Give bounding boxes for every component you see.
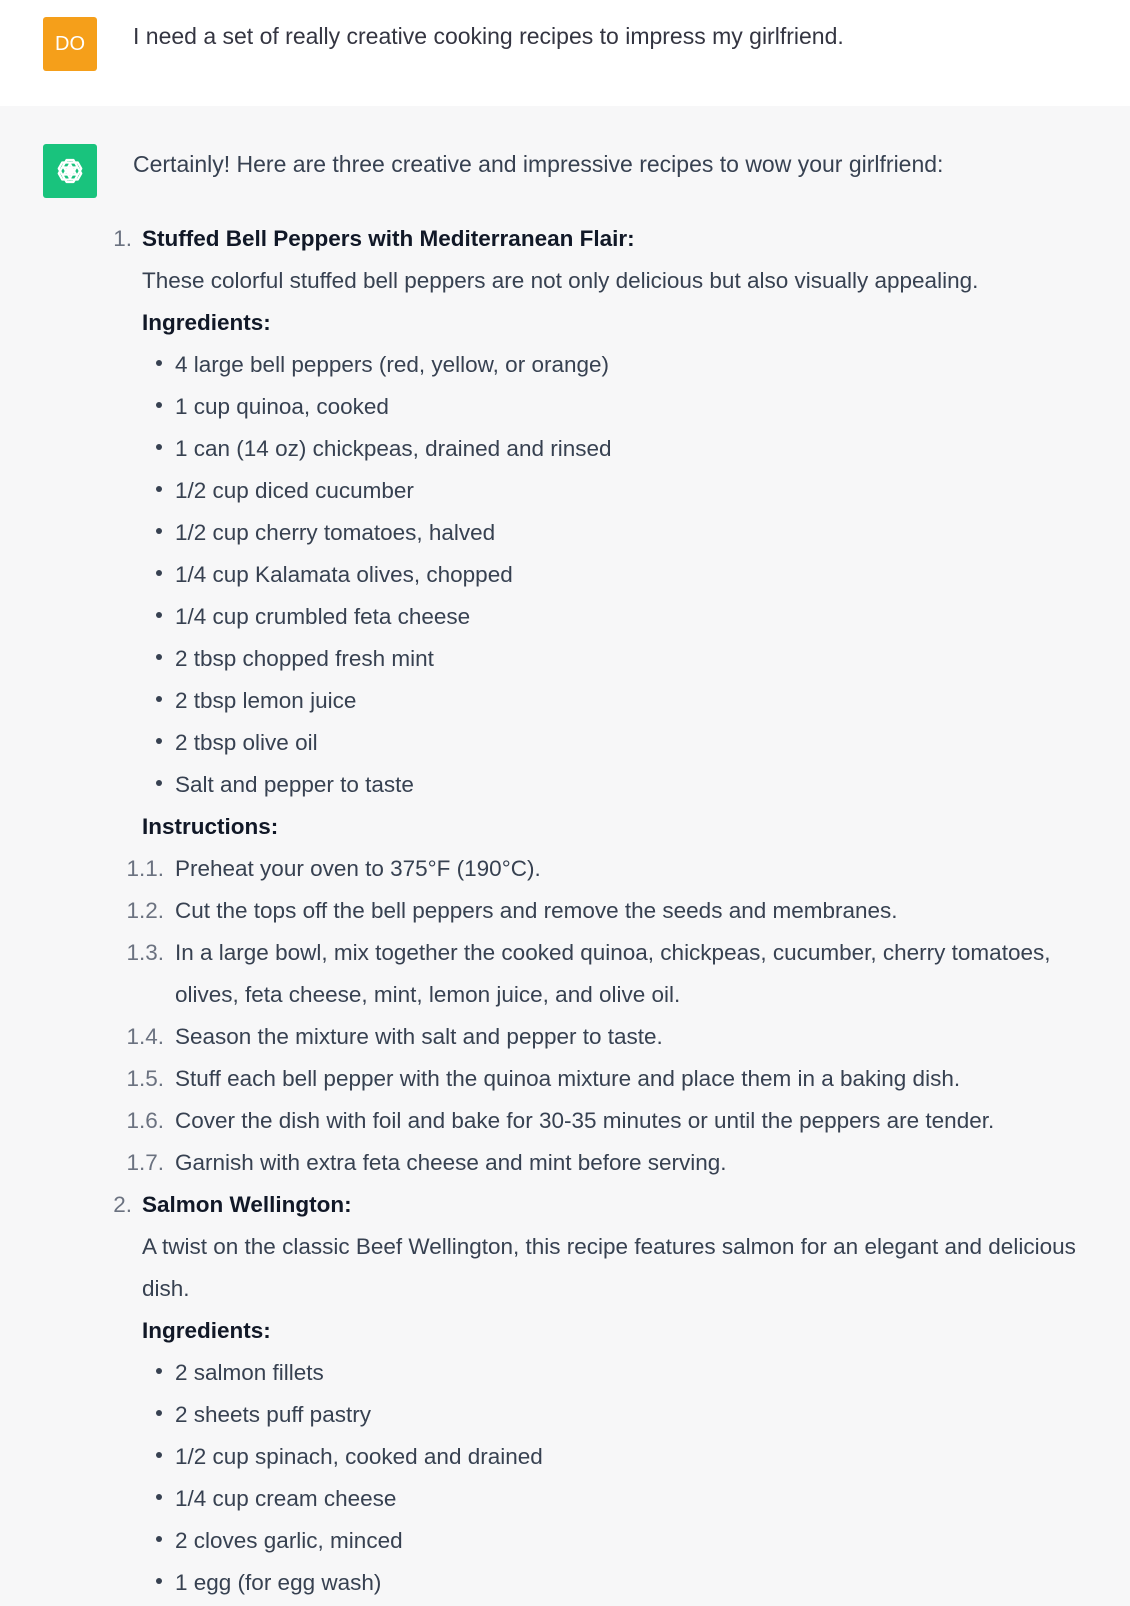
ingredient-item: 1 can (14 oz) chickpeas, drained and rinsed <box>0 428 1130 470</box>
recipe-title: Stuffed Bell Peppers with Mediterranean Flair: <box>142 226 635 251</box>
ingredient-item: 1/2 cup diced cucumber <box>0 470 1130 512</box>
step-number: 1.6. <box>126 1108 164 1133</box>
ingredient-item: 1 egg (for egg wash) <box>0 1562 1130 1604</box>
ingredient-item: 2 salmon fillets <box>0 1352 1130 1394</box>
assistant-intro: Certainly! Here are three creative and impressive recipes to wow your girlfriend: <box>133 151 944 177</box>
ingredients-label: Ingredients: <box>142 1318 271 1343</box>
recipe-title: Salmon Wellington: <box>142 1192 352 1217</box>
recipe-number: 1. <box>113 226 132 251</box>
ingredient-item: 2 sheets puff pastry <box>0 1394 1130 1436</box>
step-text: Garnish with extra feta cheese and mint before serving. <box>175 1150 727 1175</box>
step-text: Stuff each bell pepper with the quinoa mixture and place them in a baking dish. <box>175 1066 961 1091</box>
assistant-message-row <box>0 106 1130 1606</box>
recipe-heading <box>0 218 1130 260</box>
ingredient-item: 4 large bell peppers (red, yellow, or orange) <box>0 344 1130 386</box>
step-text: Cover the dish with foil and bake for 30-35 minutes or until the peppers are tender. <box>175 1108 995 1133</box>
instruction-step <box>0 848 1130 890</box>
ingredient-item: 2 tbsp olive oil <box>0 722 1130 764</box>
ingredient-item: 2 tbsp lemon juice <box>0 680 1130 722</box>
step-number: 1.5. <box>126 1066 164 1091</box>
ingredient-item: 1/2 cup cherry tomatoes, halved <box>0 512 1130 554</box>
ingredient-list <box>0 1352 1130 1604</box>
step-number: 1.2. <box>126 898 164 923</box>
recipe-description: A twist on the classic Beef Wellington, this recipe features salmon for an elegant and delicious dish. <box>142 1234 1076 1301</box>
ingredient-item: 1/4 cup crumbled feta cheese <box>0 596 1130 638</box>
instruction-step <box>0 890 1130 932</box>
recipe-list <box>0 218 1130 1604</box>
instruction-list <box>0 848 1130 1184</box>
instruction-step <box>0 1100 1130 1142</box>
step-text: Cut the tops off the bell peppers and remove the seeds and membranes. <box>175 898 898 923</box>
ingredient-item: 1/4 cup cream cheese <box>0 1478 1130 1520</box>
instruction-step <box>0 932 1130 1016</box>
recipe-heading <box>0 1184 1130 1226</box>
instructions-label: Instructions: <box>142 814 279 839</box>
ingredient-item: 1/2 cup spinach, cooked and drained <box>0 1436 1130 1478</box>
instruction-step <box>0 1016 1130 1058</box>
step-number: 1.3. <box>126 940 164 965</box>
ingredient-item: Salt and pepper to taste <box>0 764 1130 806</box>
recipe-description: These colorful stuffed bell peppers are not only delicious but also visually appealing. <box>142 268 979 293</box>
user-message-row <box>0 0 1130 107</box>
user-message-text: I need a set of really creative cooking recipes to impress my girlfriend. <box>133 23 844 49</box>
step-text: Season the mixture with salt and pepper to taste. <box>175 1024 663 1049</box>
step-text: In a large bowl, mix together the cooked quinoa, chickpeas, cucumber, cherry tomatoes, olives, feta cheese, mint, lemon juice, and olive oil. <box>175 940 1051 1007</box>
instruction-step <box>0 1058 1130 1100</box>
instruction-step <box>0 1142 1130 1184</box>
step-number: 1.1. <box>126 856 164 881</box>
ingredient-list <box>0 344 1130 806</box>
step-text: Preheat your oven to 375°F (190°C). <box>175 856 541 881</box>
ingredient-item: 2 cloves garlic, minced <box>0 1520 1130 1562</box>
ingredient-item: 1/4 cup Kalamata olives, chopped <box>0 554 1130 596</box>
user-avatar: DO <box>43 17 97 71</box>
openai-logo-icon <box>43 144 97 198</box>
ingredient-item: 2 tbsp chopped fresh mint <box>0 638 1130 680</box>
recipe-number: 2. <box>113 1192 132 1217</box>
ingredient-item: 1 cup quinoa, cooked <box>0 386 1130 428</box>
step-number: 1.4. <box>126 1024 164 1049</box>
ingredients-label: Ingredients: <box>142 310 271 335</box>
step-number: 1.7. <box>126 1150 164 1175</box>
